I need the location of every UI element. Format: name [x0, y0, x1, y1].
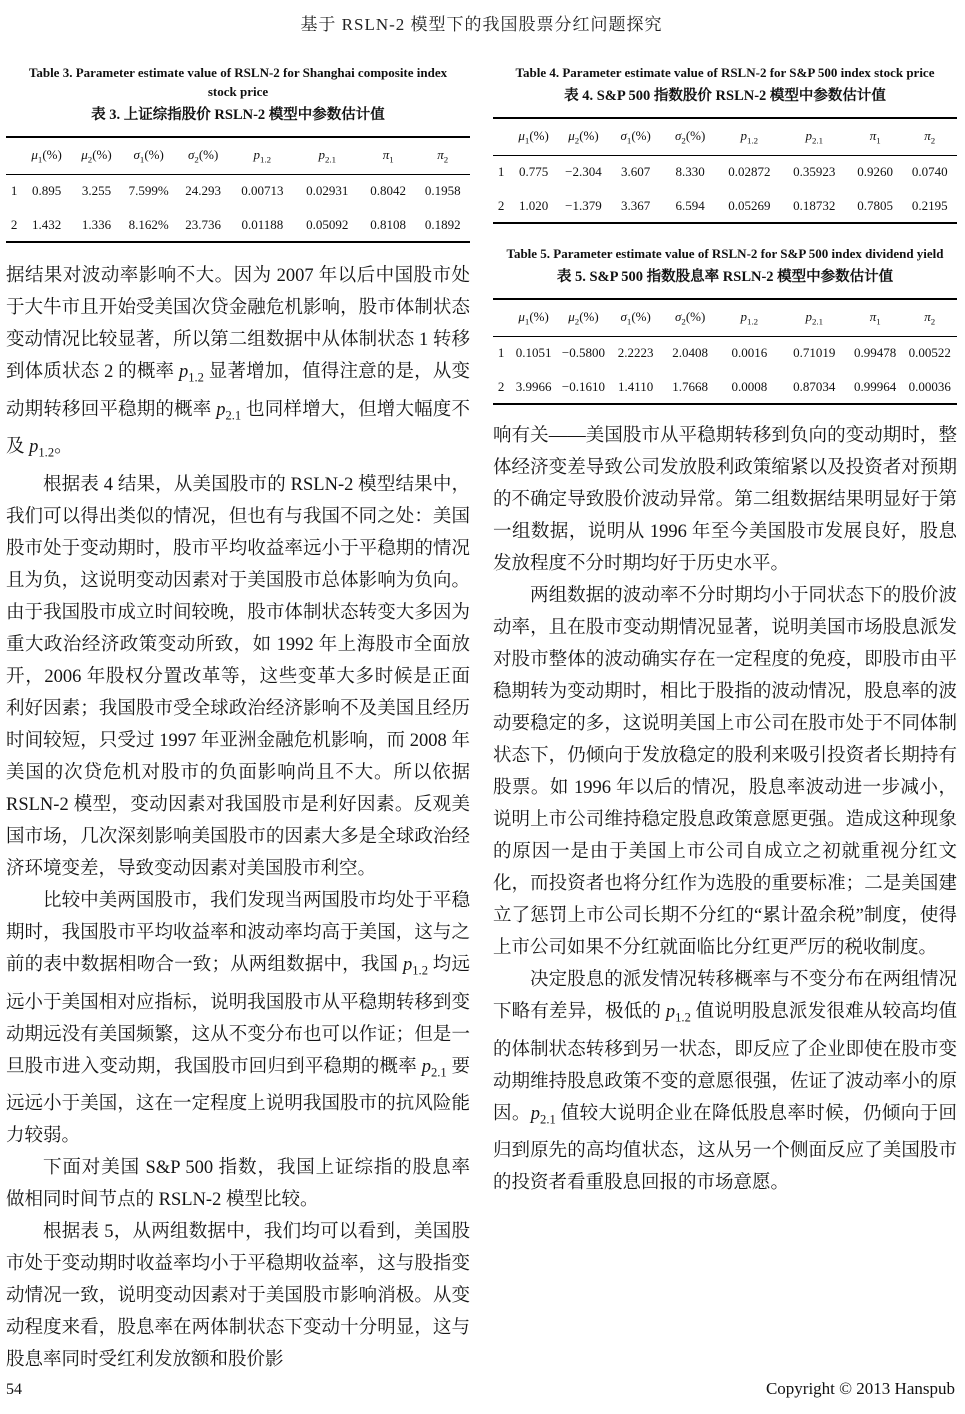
math-variable: π: [869, 127, 877, 143]
math-variable: σ: [133, 146, 140, 162]
math-variable: π: [924, 127, 931, 143]
column-header: [781, 118, 848, 155]
table-cell: 1: [497, 164, 505, 180]
column-header: $\mu_1(\%)$: [518, 127, 549, 146]
table-cell: 2.0408: [672, 345, 709, 361]
math-subscript: 1.2: [747, 316, 759, 327]
math-subscript: 1: [139, 154, 145, 165]
left-column-text: [6, 260, 470, 1376]
math-variable: π: [924, 308, 931, 324]
table-cell: 23.736: [185, 216, 222, 232]
column-header: [718, 118, 781, 155]
math-subscript: 2: [930, 135, 936, 146]
table-row: [493, 189, 957, 223]
table-5-body: [493, 336, 957, 404]
table-cell: 0.8108: [370, 216, 407, 232]
table-cell: 6.594: [675, 197, 705, 213]
table-cell: −0.1610: [561, 378, 606, 394]
column-header: [848, 118, 903, 155]
math-variable: σ: [620, 127, 627, 143]
table-cell: 2: [497, 378, 505, 394]
table-cell: 1.7668: [672, 378, 709, 394]
math-variable: p: [318, 146, 325, 162]
table-cell: 0.01188: [241, 216, 284, 232]
paragraph: 下面对美国 S&P 500 指数，我国上证综指的股息率做相同时间节点的 RSLN-2 模型比较。: [6, 1158, 470, 1211]
column-header: [6, 137, 22, 174]
math-variable: p: [740, 308, 748, 324]
page-header-title: 基于 RSLN-2 模型下的我国股票分红问题探究: [300, 15, 663, 34]
table-4-title-en: Table 4. Parameter estimate value of RSLN-2 for S&P 500 index stock price: [515, 65, 935, 80]
math-variable: p: [179, 362, 189, 382]
math-variable: μ: [568, 308, 575, 324]
table-3-title-en: Table 3. Parameter estimate value of RSLN-2 for Shanghai composite index stock price: [28, 65, 448, 99]
table-4-header: [493, 118, 957, 155]
paragraph: 据结果对波动率影响不大。因为 2007 年以后中国股市处于大牛市且开始受美国次贷金融危机影响，股市体制状态变动情况比较显著，所以第二组数据中从体制状态 1 转移到体质状态 2 的概率 $p_{1.2}$ 显著增加，值得注意的是，从变动期转移回平稳期的概率 $p_{2.1}$ 也同样增大，但增大幅度不及 $p_{1.2}$。: [6, 266, 470, 461]
column-header: $\sigma_2(\%)$: [188, 146, 219, 165]
math-variable: σ: [675, 127, 682, 143]
table-cell: 0.00036: [908, 378, 951, 394]
math-subscript: 2: [681, 316, 686, 327]
page-footer: [6, 1379, 955, 1399]
math-subscript: 2: [574, 316, 580, 327]
table-4-body: [493, 155, 957, 223]
math-variable: p: [740, 127, 748, 143]
table-3-header: [6, 137, 470, 174]
math-subscript: 1: [524, 316, 530, 327]
math-variable: μ: [518, 127, 525, 143]
math-variable: p: [530, 1103, 541, 1124]
table-header-row: [6, 137, 470, 174]
table-cell: 0.18732: [793, 197, 836, 213]
table-row: [493, 336, 957, 370]
table-cell: 1.336: [81, 216, 112, 232]
math-subscript: 2: [87, 154, 93, 165]
table-cell: 3.255: [81, 183, 112, 199]
table-3-block: [6, 63, 470, 243]
math-subscript: 2: [194, 154, 199, 165]
math-subscript: 1.2: [260, 154, 272, 165]
math-subscript: 1.2: [188, 370, 204, 385]
table-cell: 2: [497, 197, 505, 213]
table-cell: −0.5800: [561, 345, 606, 361]
column-header: $\sigma_2(\%)$: [675, 308, 706, 327]
paragraph: 两组数据的波动率不分时期均小于同状态下的股价波动率，且在股市变动期情况显著，说明美国市场股息派发对股市整体的波动确实存在一定程度的免疫，即股市由平稳期转为变动期时，相比于股指的波动情况，股息率的波动要稳定的多，这说明美国上市公司在股市处于不同体制状态下，仍倾向于发放稳定的股利来吸引投资者长期持有股票。如 1996 年以后的情况，股息率波动进一步减小，说明上市公司维持稳定股息政策意愿更强。造成这种现象的原因一是由于美国上市公司自成立之初就重视分红文化，而投资者也将分红作为选股的重要标准；二是美国建立了惩罚上市公司长期不分红的“累计盈余税”制度，使得上市公司如果不分红就面临比分红更严厉的税收制度。: [493, 586, 957, 958]
math-subscript: 2.1: [812, 135, 824, 146]
table-5-title-en: Table 5. Parameter estimate value of RSLN-2 for S&P 500 index dividend yield: [506, 246, 944, 261]
math-subscript: 1.2: [38, 446, 55, 461]
table-cell: 0.0008: [731, 378, 768, 394]
column-header: [294, 137, 361, 174]
column-header: $\sigma_2(\%)$: [675, 127, 706, 146]
paragraph: 比较中美两国股市，我们发现当两国股市均处于平稳期时，我国股市平均收益率和波动率均高于美国，这与之前的表中数据相吻合一致；从两组数据中，我国 $p_{1.2}$ 均远远小于美国相对应指标，说明我国股市从平稳期转移到变动期远没有美国频繁，这从不变分布也可以作证；但是一旦股市进入变动期，我国股市回归到平稳期的概率 $p_{2.1}$ 要远远小于美国，这在一定程度上说明我国股市的抗风险能力较弱。: [6, 891, 470, 1147]
math-variable: π: [437, 146, 444, 162]
column-header: [902, 299, 957, 336]
math-subscript: 2.1: [812, 316, 824, 327]
table-header-row: [493, 299, 957, 336]
table-cell: 24.293: [185, 183, 222, 199]
table-cell: 0.2195: [911, 197, 948, 213]
table-cell: 3.9966: [515, 378, 552, 394]
left-column: [6, 63, 470, 1376]
table-cell: −1.379: [565, 197, 602, 213]
table-5-title-zh: 表 5. S&P 500 指数股息率 RSLN-2 模型中参数估计值: [556, 269, 894, 285]
right-column-text: [493, 420, 957, 1199]
column-header: [361, 137, 416, 174]
column-header: [493, 118, 509, 155]
table-cell: 0.775: [518, 164, 549, 180]
table-cell: 7.599%: [128, 183, 169, 199]
table-cell: 0.895: [31, 183, 62, 199]
math-subscript: 1.2: [747, 135, 759, 146]
math-subscript: 1: [524, 135, 530, 146]
table-cell: 8.162%: [128, 216, 169, 232]
table-row: [6, 174, 470, 208]
right-column: [493, 63, 957, 1376]
column-header: [848, 299, 903, 336]
math-subscript: 2.1: [540, 1112, 556, 1127]
math-subscript: 2: [930, 316, 936, 327]
math-subscript: 2.1: [225, 408, 242, 423]
table-5-header: [493, 299, 957, 336]
column-header: $\sigma_1(\%)$: [133, 146, 164, 165]
table-4-title-zh: 表 4. S&P 500 指数股价 RSLN-2 模型中参数估计值: [564, 88, 886, 104]
math-variable: μ: [31, 146, 38, 162]
table-row: [493, 370, 957, 404]
table-cell: 0.05092: [306, 216, 349, 232]
table-cell: 1: [10, 183, 18, 199]
table-cell: 2: [10, 216, 18, 232]
column-header: [781, 299, 848, 336]
table-row: [493, 155, 957, 189]
table-cell: 0.8042: [370, 183, 407, 199]
math-variable: p: [805, 308, 812, 324]
column-header: $\sigma_1(\%)$: [620, 127, 651, 146]
table-cell: 1.432: [31, 216, 62, 232]
math-variable: μ: [568, 127, 575, 143]
table-cell: 3.367: [621, 197, 651, 213]
math-subscript: 1: [626, 135, 632, 146]
math-subscript: 1: [876, 135, 881, 146]
table-cell: 2.2223: [617, 345, 654, 361]
math-subscript: 1: [37, 154, 43, 165]
math-variable: p: [29, 437, 39, 458]
math-variable: π: [382, 146, 390, 162]
table-3-title-zh: 表 3. 上证综指股价 RSLN-2 模型中参数估计值: [91, 107, 385, 123]
column-header: $\sigma_1(\%)$: [620, 308, 651, 327]
column-header: [718, 299, 781, 336]
math-variable: p: [421, 1056, 431, 1077]
math-subscript: 2.1: [430, 1065, 447, 1080]
column-header: [902, 118, 957, 155]
table-4-block: [493, 63, 957, 224]
math-variable: p: [403, 955, 413, 976]
two-column-layout: [6, 63, 957, 1376]
paragraph: 根据表 4 结果，从美国股市的 RSLN-2 模型结果中，我们可以得出类似的情况，但也有与我国不同之处：美国股市处于变动期时，股市平均收益率远小于平稳期的情况且为负，这说明变动因素对于美国股市总体影响为负向。由于我国股市成立时间较晚，股市体制状态转变大多因为重大政治经济政策变动所致，如 1992 年上海股市全面放开，2006 年股权分置改革等，这些变革大多时候是正面利好因素；我国股市受全球政治经济影响不及美国且经历时间较短，只受过 1997 年亚洲金融危机影响，而 2008 年美国的次贷危机对股市的负面影响尚且不大。所以依据 RSLN-2 模型，变动因素对我国股市是利好因素。反观美国市场，几次深刻影响美国股市的因素大多是全球政治经济环境变差，导致变动因素对美国股市利空。: [6, 475, 470, 880]
table-cell: 1.4110: [618, 378, 654, 394]
math-subscript: 2.1: [325, 154, 337, 165]
table-cell: −2.304: [565, 164, 602, 180]
math-variable: p: [665, 1002, 676, 1022]
table-cell: 0.1958: [424, 183, 461, 199]
math-subscript: 1.2: [412, 963, 428, 978]
math-variable: π: [869, 308, 877, 324]
paragraph: 响有关——美国股市从平稳期转移到负向的变动期时，整体经济变差导致公司发放股利政策缩紧以及投资者对预期的不确定导致股价波动异常。第二组数据结果明显好于第一组数据，说明从 1996 年至今美国股市发展良好，股息发放程度不分时期均好于历史水平。: [493, 426, 957, 574]
column-header: $\mu_1(\%)$: [518, 308, 549, 327]
math-variable: σ: [188, 146, 195, 162]
column-header: $\mu_1(\%)$: [31, 146, 62, 165]
table-cell: 0.0740: [911, 164, 948, 180]
column-header: $\mu_2(\%)$: [568, 127, 599, 146]
column-header: $\mu_2(\%)$: [568, 308, 599, 327]
math-subscript: 2: [443, 154, 449, 165]
table-cell: 0.99964: [854, 378, 897, 394]
paragraph: 根据表 5，从两组数据中，我们均可以看到，美国股市处于变动期时收益率均小于平稳期收益率，这与股指变动情况一致，说明变动因素对于美国股市影响消极。从变动程度来看，股息率在两体制状态下变动十分明显，这与股息率同时受红利发放额和股价影: [6, 1222, 470, 1371]
math-subscript: 2: [681, 135, 686, 146]
table-cell: 0.35923: [793, 164, 836, 180]
math-variable: μ: [518, 308, 525, 324]
table-4: [493, 117, 957, 224]
column-header: [415, 137, 470, 174]
table-cell: 0.87034: [793, 378, 836, 394]
page-number: 54: [6, 1381, 22, 1398]
table-row: [6, 208, 470, 242]
column-header: $\mu_2(\%)$: [81, 146, 112, 165]
table-cell: 0.9260: [857, 164, 894, 180]
table-cell: 0.02872: [728, 164, 771, 180]
math-variable: σ: [620, 308, 627, 324]
table-5-block: [493, 244, 957, 405]
table-5: [493, 298, 957, 405]
table-cell: 0.99478: [854, 345, 897, 361]
math-subscript: 1: [876, 316, 881, 327]
table-cell: 0.05269: [728, 197, 771, 213]
table-cell: 0.1892: [424, 216, 461, 232]
math-variable: p: [216, 399, 226, 420]
math-subscript: 1: [389, 154, 394, 165]
paragraph: 决定股息的派发情况转移概率与不变分布在两组情况下略有差异，极低的 $p_{1.2}$ 值说明股息派发很难从较高均值的体制状态转移到另一状态，即反应了企业即使在股市变动期维持股息政策不变的意愿很强，佐证了波动率小的原因。$p_{2.1}$ 值较大说明企业在降低股息率时候，仍倾向于回归到原先的高均值状态，这从另一个侧面反应了美国股市的投资者看重股息回报的市场意愿。: [493, 970, 957, 1194]
table-cell: 0.71019: [793, 345, 836, 361]
table-cell: 0.0016: [731, 345, 768, 361]
table-cell: 0.02931: [306, 183, 349, 199]
math-variable: μ: [81, 146, 88, 162]
table-cell: 8.330: [675, 164, 705, 180]
math-subscript: 1: [626, 316, 632, 327]
table-3: [6, 136, 470, 243]
table-cell: 0.1051: [515, 345, 552, 361]
table-3-body: [6, 174, 470, 242]
table-cell: 0.00713: [241, 183, 284, 199]
math-subscript: 2: [574, 135, 580, 146]
math-subscript: 1.2: [675, 1010, 691, 1025]
table-cell: 0.00522: [908, 345, 951, 361]
math-variable: σ: [675, 308, 682, 324]
table-cell: 3.607: [621, 164, 651, 180]
table-cell: 1.020: [518, 197, 549, 213]
copyright-notice: Copyright © 2013 Hanspub: [765, 1379, 955, 1398]
table-cell: 1: [497, 345, 505, 361]
column-header: [493, 299, 509, 336]
column-header: [231, 137, 294, 174]
table-header-row: [493, 118, 957, 155]
math-variable: p: [253, 146, 261, 162]
math-variable: p: [805, 127, 812, 143]
table-cell: 0.7805: [857, 197, 894, 213]
